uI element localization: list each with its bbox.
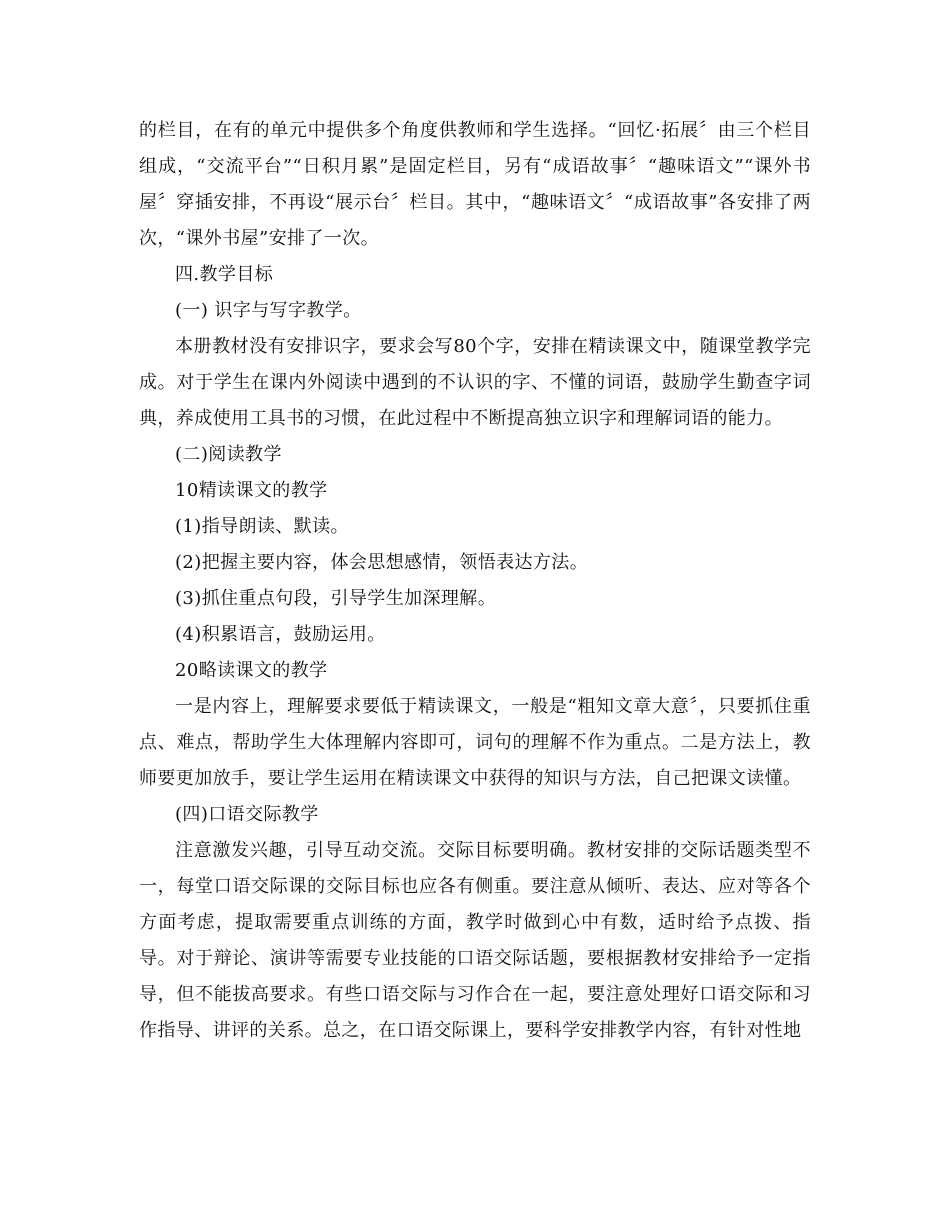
subheading-skim-reading: 20略读课文的教学 bbox=[175, 660, 328, 681]
subheading-literacy-writing: (一) 识字与写字教学。 bbox=[175, 300, 362, 321]
list-item-3: (3)抓住重点句段，引导学生加深理解。 bbox=[175, 588, 497, 609]
paragraph-section-intro-continued: 的栏目，在有的单元中提供多个角度供教师和学生选择。“回忆·拓展〞由三个栏目组成，“交流平台”“日积月累”是固定栏目，另有“成语故事〞“趣味语文”“课外书屋〞穿插安排，不再设“展示台〞栏目。其中，“趣味语文〞“成语故事”各安排了两次，“课外书屋”安排了一次。 bbox=[139, 120, 811, 249]
subheading-reading: (二)阅读教学 bbox=[175, 444, 282, 465]
list-item-4: (4)积累语言，鼓励运用。 bbox=[175, 624, 386, 645]
subheading-intensive-reading: 10精读课文的教学 bbox=[175, 480, 328, 501]
paragraph-oral-communication: 注意激发兴趣，引导互动交流。交际目标要明确。教材安排的交际话题类型不一，每堂口语交际课的交际目标也应各有侧重。要注意从倾听、表达、应对等各个方面考虑，提取需要重点训练的方面，教学时做到心中有数，适时给予点拨、指导。对于辩论、演讲等需要专业技能的口语交际话题，要根据教材安排给予一定指导，但不能拔高要求。有些口语交际与习作合在一起，要注意处理好口语交际和习作指导、讲评的关系。总之，在口语交际课上，要科学安排教学内容，有针对性地 bbox=[139, 840, 811, 1041]
heading-teaching-goals: 四.教学目标 bbox=[175, 264, 274, 285]
paragraph-literacy-writing: 本册教材没有安排识字，要求会写80个字，安排在精读课文中，随课堂教学完成。对于学生在课内外阅读中遇到的不认识的字、不懂的词语，鼓励学生勤查字词典，养成使用工具书的习惯，在此过程中不断提高独立识字和理解词语的能力。 bbox=[139, 336, 811, 429]
paragraph-skim-reading: 一是内容上，理解要求要低于精读课文，一般是“粗知文章大意〞，只要抓住重点、难点，帮助学生大体理解内容即可，词句的理解不作为重点。二是方法上，教师要更加放手，要让学生运用在精读课文中获得的知识与方法，自己把课文读懂。 bbox=[139, 696, 811, 789]
list-item-1: (1)指导朗读、默读。 bbox=[175, 516, 349, 537]
document-body bbox=[139, 113, 811, 1049]
list-item-2: (2)把握主要内容，体会思想感情，领悟表达方法。 bbox=[175, 552, 589, 573]
subheading-oral-communication: (四)口语交际教学 bbox=[175, 804, 319, 825]
